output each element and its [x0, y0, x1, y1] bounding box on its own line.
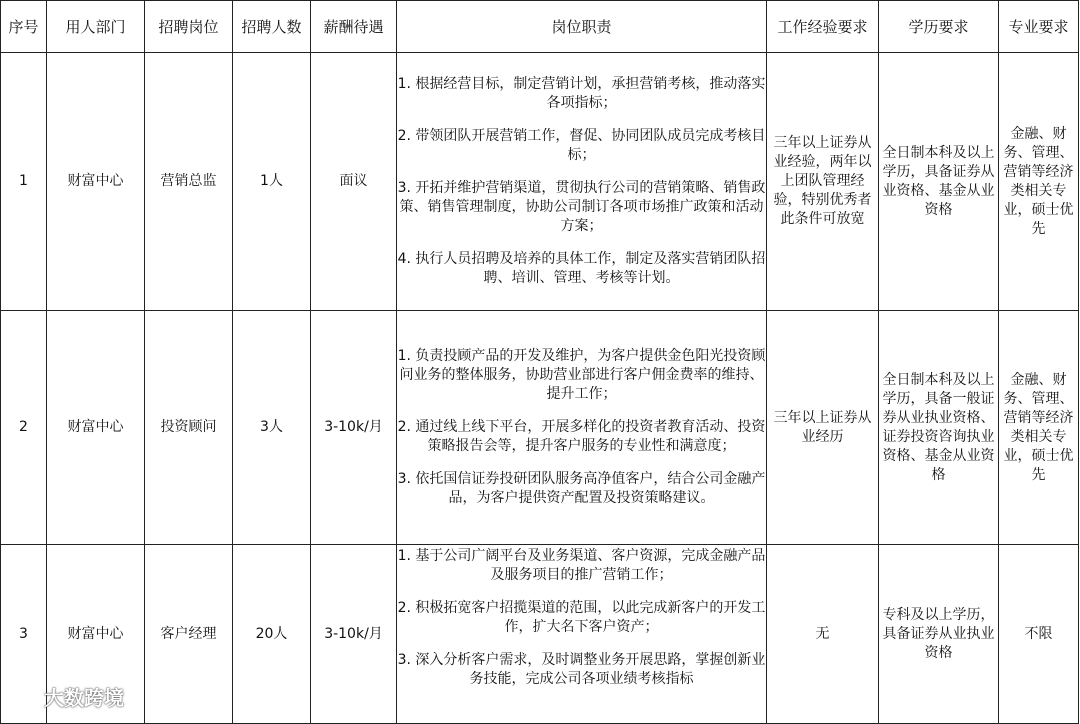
cell-experience: 三年以上证券从业经历: [767, 311, 879, 545]
cell-duties: [397, 53, 767, 311]
duty-item: 2. 带领团队开展营销工作，督促、协同团队成员完成考核目标；: [397, 128, 766, 163]
cell-dept: 财富中心: [47, 53, 145, 311]
header-dept: 用人部门: [47, 1, 145, 53]
cell-duties: [397, 545, 767, 724]
chat-bubble-logo-icon: [6, 687, 40, 707]
cell-position: 客户经理: [145, 545, 233, 724]
duty-item: 1. 负责投顾产品的开发及维护，为客户提供金色阳光投资顾问业务的整体服务，协助营业部进行客户佣金费率的维持、提升工作；: [397, 348, 766, 402]
duty-item: 2. 积极拓宽客户招揽渠道的范围，以此完成新客户的开发工作，扩大名下客户资产；: [397, 600, 766, 635]
cell-count: 1人: [233, 53, 311, 311]
cell-salary: 面议: [311, 53, 397, 311]
duty-item: 2. 通过线上线下平台，开展多样化的投资者教育活动、投资策略报告会等，提升客户服务的专业性和满意度；: [397, 419, 766, 454]
cell-education: 专科及以上学历，具备证券从业执业资格: [879, 545, 999, 724]
header-major: 专业要求: [999, 1, 1079, 53]
cell-major: 金融、财务、管理、营销等经济类相关专业，硕士优先: [999, 311, 1079, 545]
cell-experience: 三年以上证券从业经验，两年以上团队管理经验，特别优秀者此条件可放宽: [767, 53, 879, 311]
header-no: 序号: [1, 1, 47, 53]
cell-salary: 3-10k/月: [311, 545, 397, 724]
cell-education: 全日制本科及以上学历，具备一般证券从业执业资格、证券投资咨询执业资格、基金从业资格: [879, 311, 999, 545]
cell-experience: 无: [767, 545, 879, 724]
table-row: [1, 311, 1079, 545]
table-row: [1, 53, 1079, 311]
table-row: [1, 545, 1079, 724]
cell-major: 不限: [999, 545, 1079, 724]
duty-item: 3. 依托国信证券投研团队服务高净值客户，结合公司金融产品，为客户提供资产配置及投资策略建议。: [397, 471, 766, 506]
cell-count: 3人: [233, 311, 311, 545]
cell-position: 营销总监: [145, 53, 233, 311]
cell-no: 3: [1, 545, 47, 724]
cell-major: 金融、财务、管理、营销等经济类相关专业，硕士优先: [999, 53, 1079, 311]
cell-no: 1: [1, 53, 47, 311]
header-row: [1, 1, 1079, 53]
header-salary: 薪酬待遇: [311, 1, 397, 53]
cell-no: 2: [1, 311, 47, 545]
watermark-text: 大数跨境: [44, 686, 124, 710]
header-position: 招聘岗位: [145, 1, 233, 53]
header-duties: 岗位职责: [397, 1, 767, 53]
cell-salary: 3-10k/月: [311, 311, 397, 545]
header-count: 招聘人数: [233, 1, 311, 53]
duty-item: 4. 执行人员招聘及培养的具体工作，制定及落实营销团队招聘、培训、管理、考核等计划。: [397, 251, 766, 286]
watermark: [6, 682, 124, 711]
cell-count: 20人: [233, 545, 311, 724]
header-education: 学历要求: [879, 1, 999, 53]
cell-position: 投资顾问: [145, 311, 233, 545]
cell-duties: [397, 311, 767, 545]
duty-item: 1. 基于公司广阔平台及业务渠道、客户资源，完成金融产品及服务项目的推广营销工作；: [397, 548, 766, 583]
duty-item: 1. 根据经营目标，制定营销计划，承担营销考核，推动落实各项指标；: [397, 76, 766, 111]
cell-education: 全日制本科及以上学历，具备证券从业资格、基金从业资格: [879, 53, 999, 311]
duty-item: 3. 深入分析客户需求，及时调整业务开展思路，掌握创新业务技能，完成公司各项业绩考核指标: [397, 652, 766, 687]
cell-dept: 财富中心: [47, 545, 145, 724]
cell-dept: 财富中心: [47, 311, 145, 545]
duty-item: 3. 开拓并维护营销渠道，贯彻执行公司的营销策略、销售政策、销售管理制度，协助公司制订各项市场推广政策和活动方案；: [397, 180, 766, 234]
header-experience: 工作经验要求: [767, 1, 879, 53]
